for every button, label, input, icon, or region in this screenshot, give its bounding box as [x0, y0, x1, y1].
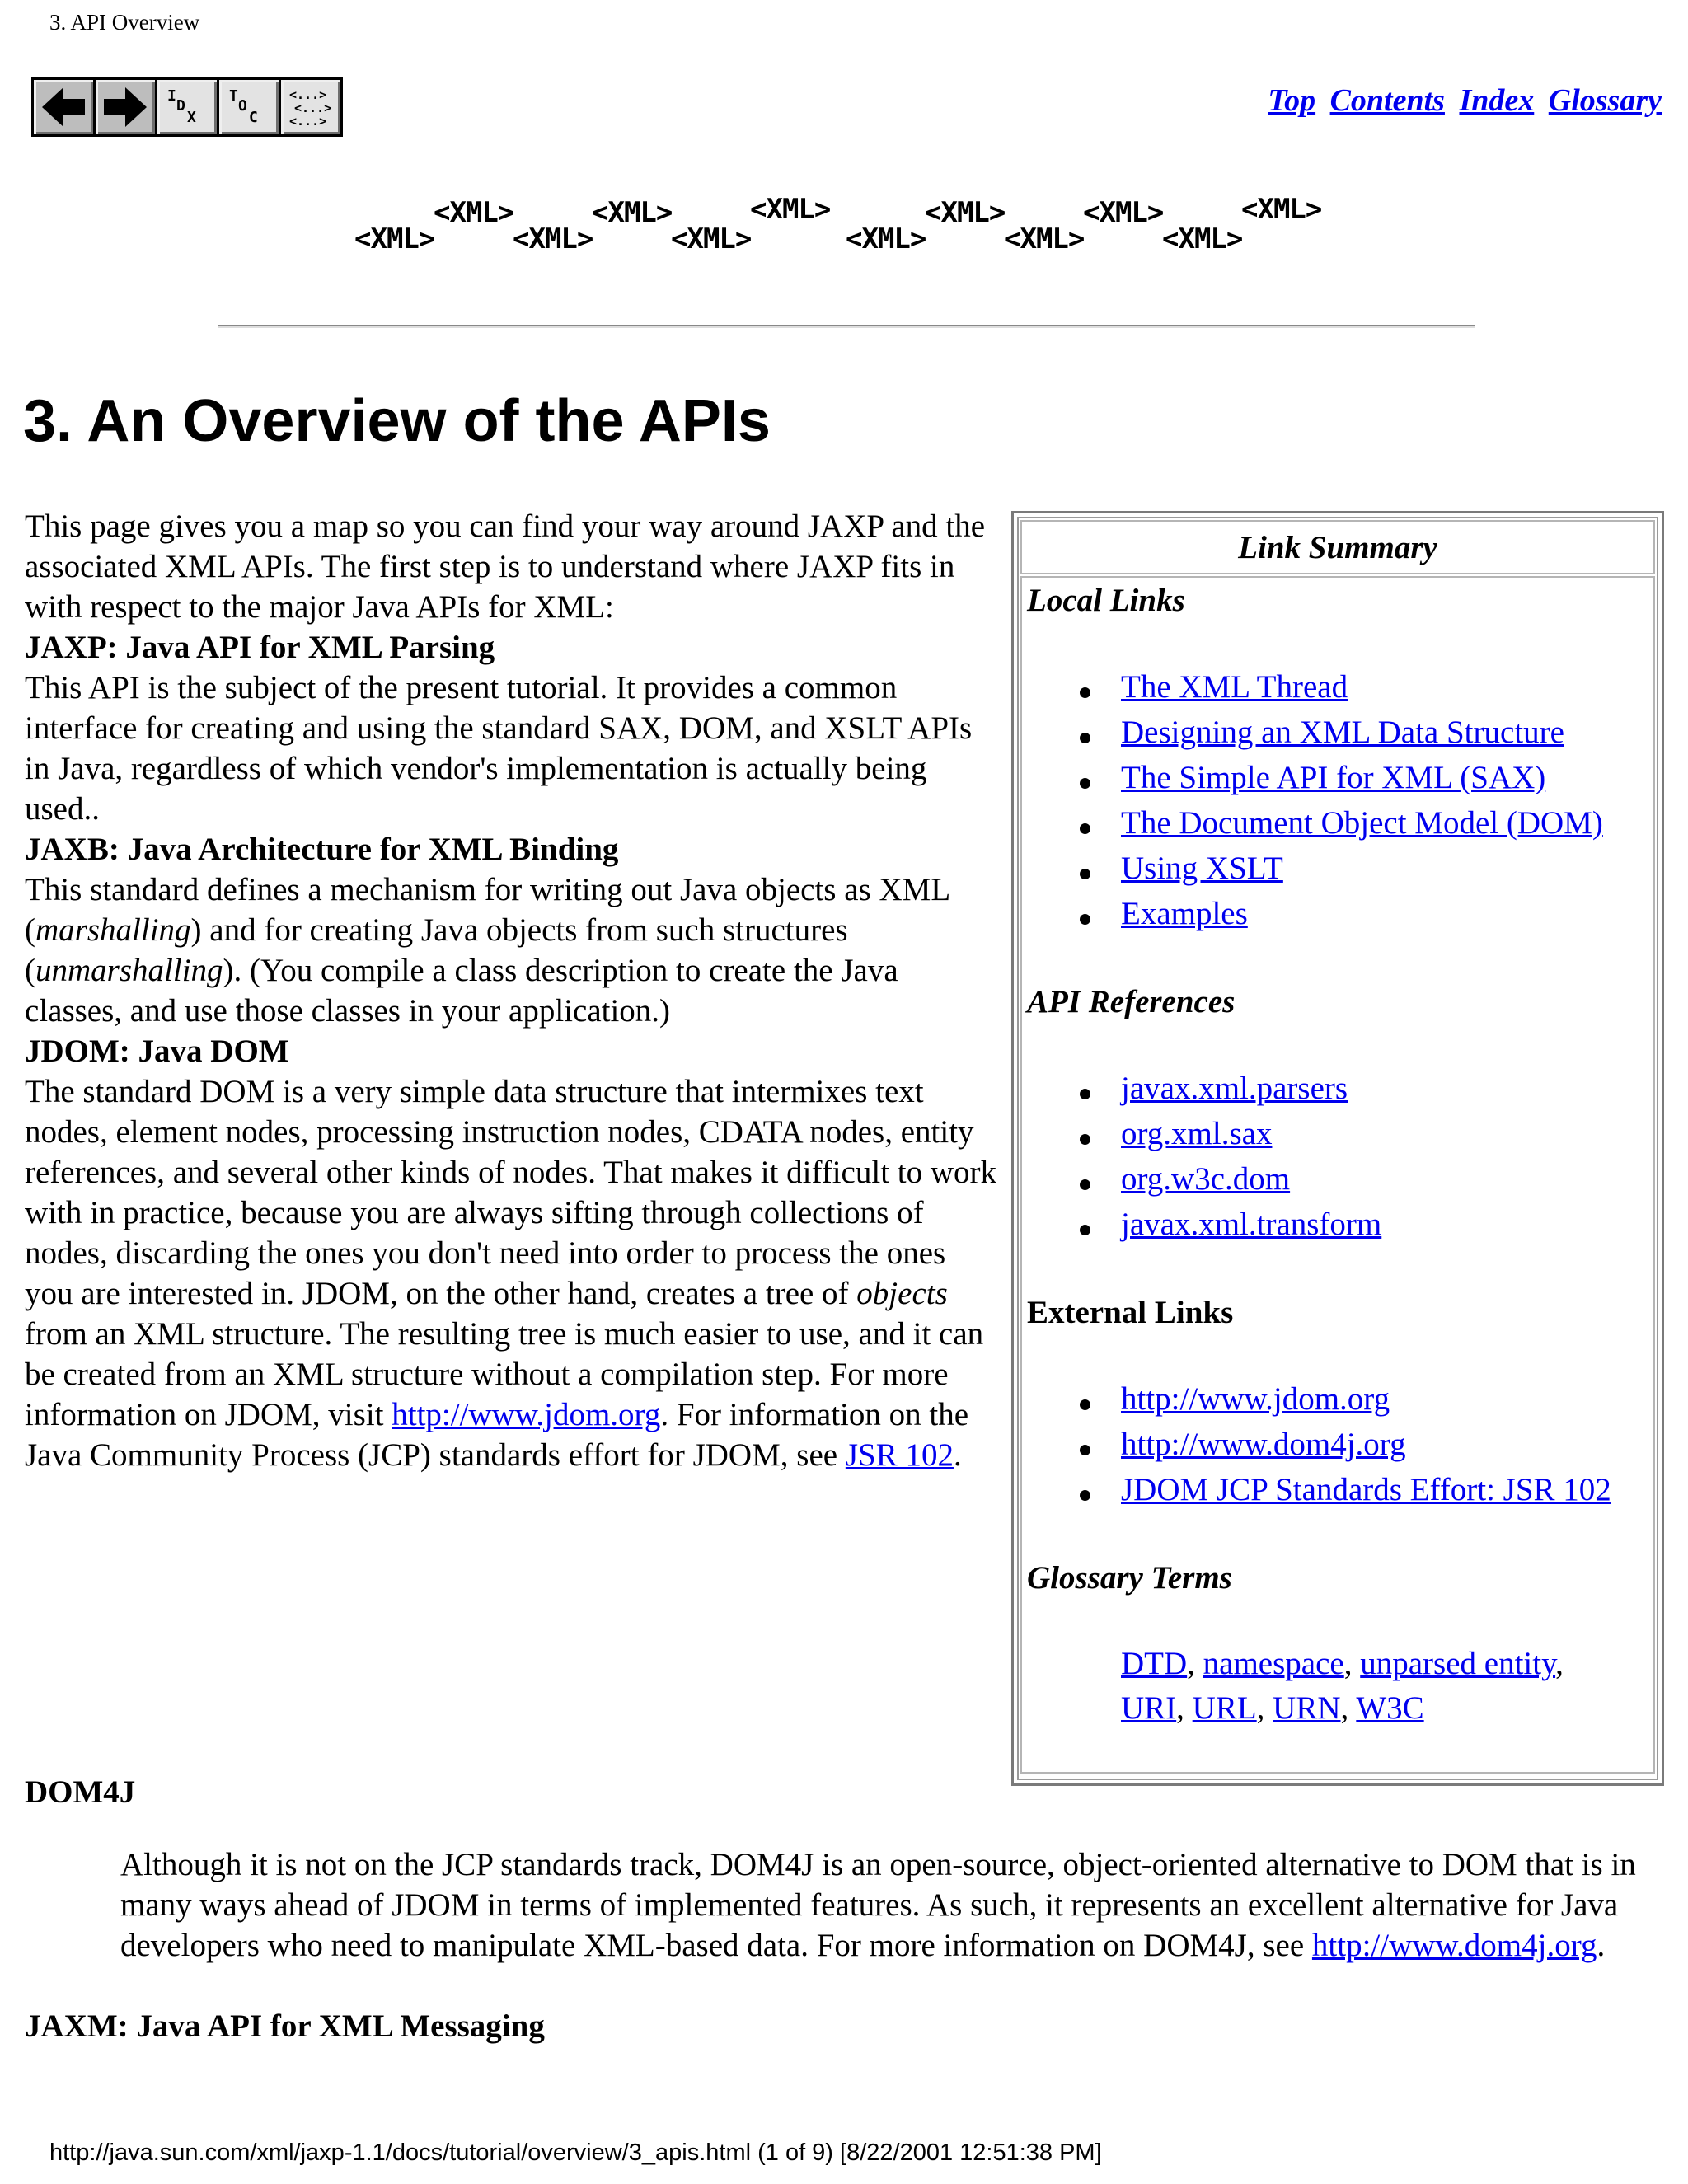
glossary-uri[interactable]: URI [1121, 1690, 1177, 1726]
link-summary-title: Link Summary [1020, 520, 1655, 574]
next-button[interactable] [96, 80, 155, 134]
api-link-sax[interactable]: org.xml.sax [1121, 1116, 1273, 1151]
top-link[interactable]: Top [1268, 83, 1316, 118]
marshalling-term: marshalling [35, 912, 191, 948]
dom4j-definition: Although it is not on the JCP standards track, DOM4J is an open-source, object-oriented alternative to DOM that is in many ways ahead of JDOM in terms of implemented features. As such, it represents an excellent alternative for Java developers who need to manipulate XML-based data. For more information on DOM4J, see http://www.dom4j.org. [120, 1847, 1636, 1963]
link-summary-box [1011, 511, 1664, 1786]
external-link-dom4j[interactable]: http://www.dom4j.org [1121, 1427, 1406, 1462]
print-footer: http://java.sun.com/xml/jaxp-1.1/docs/tutorial/overview/3_apis.html (1 of 9) [8/22/2001 12:51:38 PM] [49, 2139, 1102, 2166]
svg-text:C: C [249, 109, 258, 126]
jdom-term: JDOM: Java DOM [25, 1033, 289, 1069]
jaxp-term: JAXP: Java API for XML Parsing [25, 630, 495, 665]
banner-xml-tag: <XML> [671, 223, 752, 255]
banner-xml-tag: <XML> [1162, 223, 1243, 255]
svg-text:<...>: <...> [294, 101, 332, 115]
list-item [1080, 1422, 1648, 1467]
glossary-w3c[interactable]: W3C [1356, 1690, 1424, 1726]
api-references-heading: API References [1027, 984, 1236, 1019]
jdom-definition: The standard DOM is a very simple data structure that intermixes text nodes, element nodes, processing instruction nodes, CDATA nodes, entity references, and several other kinds of nodes. That makes it difficult to work with in practice, because you are always sifting through collections of nodes, discarding the ones you don't need into order to process the ones you are interested in. JDOM, on the other hand, creates a tree of objects from an XML structure. The resulting tree is much easier to use, and it can be created from an XML structure without a compilation step. For more information on JDOM, visit http://www.jdom.org. For information on the Java Community Process (JCP) standards effort for JDOM, see JSR 102. [25, 1074, 997, 1473]
api-link-transform[interactable]: javax.xml.transform [1121, 1207, 1382, 1242]
external-links-list [1027, 1376, 1648, 1512]
svg-text:O: O [238, 97, 247, 115]
svg-text:D: D [176, 97, 185, 115]
main-content [25, 506, 1001, 1475]
banner-xml-tag: <XML> [1004, 223, 1085, 255]
unmarshalling-term: unmarshalling [35, 953, 223, 988]
list-item [1080, 710, 1648, 755]
banner-xml-tag: <XML> [513, 223, 593, 255]
print-header: 3. API Overview [49, 10, 200, 35]
list-item [1080, 800, 1648, 846]
list-item [1080, 1202, 1648, 1247]
xml-button[interactable] [281, 80, 340, 134]
api-links-list [1027, 1066, 1648, 1247]
external-links-heading: External Links [1027, 1295, 1234, 1330]
banner-xml-tag: <XML> [592, 196, 673, 229]
svg-text:T: T [229, 87, 238, 105]
local-link-designing[interactable]: Designing an XML Data Structure [1121, 715, 1564, 750]
list-item [1080, 1467, 1648, 1512]
jaxb-term: JAXB: Java Architecture for XML Binding [25, 832, 619, 867]
jaxp-definition: This API is the subject of the present tutorial. It provides a common interface for creating and using the standard SAX, DOM, and XSLT APIs in Java, regardless of which vendor's implementation is actually being used.. [25, 670, 973, 827]
local-link-xml-thread[interactable]: The XML Thread [1121, 669, 1348, 705]
page-title: 3. An Overview of the APIs [23, 388, 771, 454]
banner-xml-tag: <XML> [1241, 193, 1322, 226]
glossary-terms: DTD, namespace, unparsed entity, URI, URL, URN, W3C [1121, 1646, 1564, 1726]
banner-xml-tag: <XML> [434, 196, 514, 229]
list-item [1080, 1111, 1648, 1156]
glossary-url[interactable]: URL [1192, 1690, 1257, 1726]
intro-paragraph: This page gives you a map so you can find your way around JAXP and the associated XML APIs. The first step is to understand where JAXP fits in with respect to the major Java APIs for XML: [25, 509, 986, 625]
xml-banner [354, 190, 1343, 255]
list-item [1080, 664, 1648, 710]
glossary-urn[interactable]: URN [1273, 1690, 1341, 1726]
list-item [1080, 846, 1648, 891]
banner-xml-tag: <XML> [750, 193, 831, 226]
jsr-102-link[interactable]: JSR 102 [845, 1437, 954, 1473]
svg-text:<...>: <...> [289, 87, 327, 102]
list-item [1080, 755, 1648, 800]
toc-icon [224, 84, 274, 130]
horizontal-rule [218, 325, 1475, 328]
dom4j-org-link[interactable]: http://www.dom4j.org [1311, 1928, 1597, 1963]
banner-xml-tag: <XML> [1083, 196, 1164, 229]
glossary-link[interactable]: Glossary [1548, 83, 1662, 118]
index-icon [162, 84, 212, 130]
glossary-dtd[interactable]: DTD [1121, 1646, 1188, 1681]
local-link-dom[interactable]: The Document Object Model (DOM) [1121, 805, 1603, 841]
svg-text:<...>: <...> [289, 114, 327, 129]
glossary-unparsed-entity[interactable]: unparsed entity [1360, 1646, 1556, 1681]
index-button[interactable] [157, 80, 217, 134]
list-item [1080, 1376, 1648, 1422]
local-links-list [1027, 664, 1648, 936]
banner-xml-tag: <XML> [925, 196, 1006, 229]
external-link-jdom[interactable]: http://www.jdom.org [1121, 1381, 1390, 1417]
api-link-dom[interactable]: org.w3c.dom [1121, 1161, 1291, 1197]
svg-text:I: I [167, 87, 176, 105]
list-item [1080, 1156, 1648, 1202]
contents-link[interactable]: Contents [1329, 83, 1445, 118]
external-link-jsr102[interactable]: JDOM JCP Standards Effort: JSR 102 [1121, 1472, 1611, 1507]
local-link-sax[interactable]: The Simple API for XML (SAX) [1121, 760, 1546, 795]
next-arrow-icon [101, 85, 150, 129]
top-links [1261, 82, 1662, 119]
index-link[interactable]: Index [1459, 83, 1535, 118]
previous-button[interactable] [34, 80, 93, 134]
list-item [1080, 891, 1648, 936]
banner-xml-tag: <XML> [354, 223, 435, 255]
lower-content [25, 1772, 1673, 2079]
api-link-parsers[interactable]: javax.xml.parsers [1121, 1071, 1348, 1106]
xml-tags-icon [286, 84, 335, 130]
nav-button-bar [31, 77, 343, 137]
local-links-heading: Local Links [1027, 583, 1185, 618]
glossary-terms-heading: Glossary Terms [1027, 1560, 1232, 1596]
jdom-org-link[interactable]: http://www.jdom.org [392, 1397, 661, 1432]
list-item [1080, 1066, 1648, 1111]
svg-text:X: X [187, 109, 196, 126]
previous-arrow-icon [39, 85, 88, 129]
jaxb-definition: This standard defines a mechanism for writing out Java objects as XML (marshalling) and for creating Java objects from such structures (unmarshalling). (You compile a class description to create the Java classes, and use those classes in your application.) [25, 872, 950, 1029]
local-link-examples[interactable]: Examples [1121, 896, 1248, 931]
local-link-xslt[interactable]: Using XSLT [1121, 851, 1283, 886]
banner-xml-tag: <XML> [846, 223, 926, 255]
toc-button[interactable] [219, 80, 279, 134]
objects-term: objects [856, 1276, 948, 1311]
dom4j-term: DOM4J [25, 1774, 136, 1810]
jaxm-term: JAXM: Java API for XML Messaging [25, 2008, 545, 2044]
glossary-namespace[interactable]: namespace [1203, 1646, 1344, 1681]
